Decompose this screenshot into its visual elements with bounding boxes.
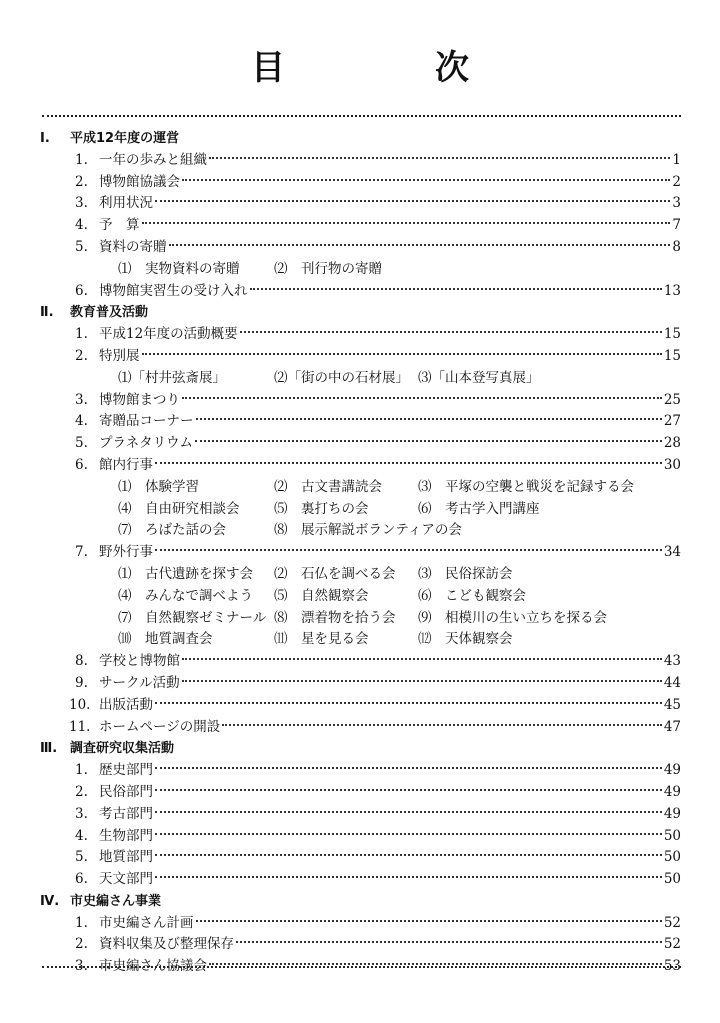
section-title: 教育普及活動 bbox=[70, 305, 149, 321]
dot-leader bbox=[155, 549, 662, 551]
entry-number: 1. bbox=[75, 914, 88, 931]
entry-number: 8. bbox=[75, 653, 88, 670]
sub-entry[interactable]: ⑴ 古代遺跡を探す会 bbox=[118, 565, 253, 582]
toc-entry[interactable] bbox=[0, 826, 720, 848]
toc-entry[interactable] bbox=[0, 215, 720, 237]
toc-entry[interactable] bbox=[0, 760, 720, 782]
dot-leader bbox=[182, 179, 670, 181]
toc-entry-content bbox=[75, 150, 681, 172]
dot-leader bbox=[155, 833, 662, 835]
entry-title: 利用状況 bbox=[99, 195, 153, 212]
dot-leader bbox=[182, 658, 662, 660]
toc-entry-content bbox=[75, 237, 681, 259]
sub-entry[interactable]: ⑼ 相模川の生い立ちを探る会 bbox=[418, 609, 607, 626]
page-number: 53 bbox=[663, 958, 681, 975]
toc-entry[interactable] bbox=[0, 281, 720, 303]
toc-entry-content bbox=[75, 782, 681, 804]
toc-entry-content bbox=[75, 346, 681, 368]
toc-entry[interactable] bbox=[0, 237, 720, 259]
entry-number: 3. bbox=[75, 391, 88, 408]
dot-leader bbox=[155, 702, 662, 704]
toc-entry[interactable] bbox=[0, 346, 720, 368]
entry-title: 地質部門 bbox=[99, 849, 153, 866]
page-number: 13 bbox=[663, 282, 681, 299]
sub-entry[interactable]: ⑻ 展示解説ボランティアの会 bbox=[274, 522, 462, 539]
entry-title: プラネタリウム bbox=[99, 435, 193, 452]
toc-entry-content bbox=[75, 281, 681, 303]
entry-number: 9. bbox=[75, 674, 88, 691]
entry-number: 5. bbox=[75, 849, 88, 866]
page-number: 34 bbox=[663, 544, 681, 561]
toc-entry[interactable] bbox=[0, 411, 720, 433]
toc-entry-content bbox=[75, 455, 681, 477]
sub-entry[interactable]: ⑽ 地質調査会 bbox=[118, 631, 213, 648]
dot-leader bbox=[155, 462, 662, 464]
section-number: Ⅰ. bbox=[40, 131, 50, 146]
toc-entry-content bbox=[69, 717, 681, 739]
section-number: Ⅱ. bbox=[40, 305, 54, 321]
page-number: 49 bbox=[663, 805, 681, 822]
entry-number: 7. bbox=[75, 544, 88, 561]
sub-entry[interactable]: ⑸ 自然観察会 bbox=[274, 587, 369, 604]
dot-leader bbox=[155, 200, 670, 202]
page-number: 25 bbox=[663, 391, 681, 408]
dot-leader bbox=[236, 941, 662, 943]
sub-entry[interactable]: ⑹ こども観察会 bbox=[418, 587, 526, 604]
page-number: 49 bbox=[663, 762, 681, 779]
sub-entry-row bbox=[0, 520, 720, 542]
page-number: 52 bbox=[663, 936, 681, 953]
entry-number: 6. bbox=[75, 282, 88, 299]
dot-leader bbox=[182, 397, 662, 399]
entry-title: 予 算 bbox=[99, 217, 140, 234]
section-title: 調査研究収集活動 bbox=[70, 741, 175, 757]
page-number: 50 bbox=[663, 849, 681, 866]
page-number: 15 bbox=[663, 347, 681, 364]
toc-entry-content bbox=[75, 411, 681, 433]
section-heading bbox=[40, 891, 161, 913]
toc-entry[interactable] bbox=[0, 804, 720, 826]
entry-number: 11. bbox=[69, 718, 91, 735]
toc-entry[interactable] bbox=[0, 651, 720, 673]
dot-leader bbox=[142, 222, 671, 224]
dot-leader bbox=[182, 680, 662, 682]
toc-entry[interactable] bbox=[0, 324, 720, 346]
toc-entry[interactable] bbox=[0, 542, 720, 564]
section-heading bbox=[40, 302, 148, 324]
toc-entry[interactable] bbox=[0, 782, 720, 804]
dot-leader bbox=[195, 440, 662, 442]
entry-number: 2. bbox=[75, 783, 88, 800]
sub-entry[interactable]: ⑷ 自由研究相談会 bbox=[118, 500, 240, 517]
toc-entry[interactable] bbox=[0, 934, 720, 956]
toc-entry-content bbox=[75, 826, 681, 848]
page-number: 7 bbox=[672, 217, 681, 234]
sub-entry[interactable]: ⑵ 石仏を調べる会 bbox=[274, 565, 396, 582]
toc-entry[interactable] bbox=[0, 717, 720, 739]
sub-entry[interactable]: ⑿ 天体観察会 bbox=[418, 631, 513, 648]
toc-entry[interactable] bbox=[0, 869, 720, 891]
entry-title: 博物館実習生の受け入れ bbox=[99, 282, 248, 299]
entry-number: 1. bbox=[75, 762, 88, 779]
dot-leader bbox=[155, 811, 662, 813]
sub-entry-row bbox=[0, 499, 720, 521]
entry-title: 生物部門 bbox=[99, 827, 153, 844]
dot-leader bbox=[222, 724, 662, 726]
page-number: 28 bbox=[663, 435, 681, 452]
entry-title: 博物館協議会 bbox=[99, 173, 180, 190]
entry-title: 一年の歩みと組織 bbox=[99, 151, 207, 168]
entry-number: 4. bbox=[75, 217, 88, 234]
entry-number: 5. bbox=[75, 435, 88, 452]
entry-number: 3. bbox=[75, 805, 88, 822]
entry-number: 6. bbox=[75, 871, 88, 888]
entry-number: 3. bbox=[75, 195, 88, 212]
toc-entry-content bbox=[75, 760, 681, 782]
sub-entry-row bbox=[0, 629, 720, 651]
toc-entry[interactable] bbox=[0, 673, 720, 695]
page-number: 50 bbox=[663, 871, 681, 888]
toc-entry[interactable] bbox=[0, 193, 720, 215]
entry-title: 資料収集及び整理保存 bbox=[99, 936, 234, 953]
dot-leader bbox=[169, 244, 671, 246]
entry-title: 学校と博物館 bbox=[99, 653, 180, 670]
section-heading bbox=[40, 738, 174, 760]
toc-entry-content bbox=[75, 172, 681, 194]
sub-entry[interactable]: ⑴ 実物資料の寄贈 bbox=[118, 260, 240, 277]
entry-number: 2. bbox=[75, 936, 88, 953]
sub-entry[interactable]: ⑾ 星を見る会 bbox=[274, 631, 369, 648]
toc-entry[interactable] bbox=[0, 913, 720, 935]
entry-title: 平成12年度の活動概要 bbox=[99, 326, 238, 343]
toc-entry-content bbox=[75, 847, 681, 869]
page-title: 目 次 bbox=[251, 48, 527, 88]
dot-leader bbox=[250, 288, 662, 290]
bottom-divider bbox=[42, 966, 681, 968]
dot-leader bbox=[155, 767, 662, 769]
sub-entry-row bbox=[0, 368, 720, 390]
entry-title: 博物館まつり bbox=[99, 391, 180, 408]
toc-entry-content bbox=[75, 804, 681, 826]
page-number: 1 bbox=[672, 151, 681, 168]
toc-entry-content bbox=[69, 695, 681, 717]
sub-entry[interactable]: ⑵ 刊行物の寄贈 bbox=[274, 260, 382, 277]
page-number: 50 bbox=[663, 827, 681, 844]
entry-title: 市史編さん協議会 bbox=[99, 958, 207, 975]
page-number: 44 bbox=[663, 674, 681, 691]
sub-entry[interactable]: ⑶ 民俗探訪会 bbox=[418, 565, 513, 582]
page-number: 8 bbox=[672, 238, 681, 255]
entry-number: 4. bbox=[75, 827, 88, 844]
sub-entry[interactable]: ⑺ ろばた話の会 bbox=[118, 522, 226, 539]
entry-title: 天文部門 bbox=[99, 871, 153, 888]
sub-entry[interactable]: ⑷ みんなで調べよう bbox=[118, 587, 253, 604]
entry-title: サークル活動 bbox=[99, 674, 180, 691]
page-number: 30 bbox=[663, 456, 681, 473]
page-number: 2 bbox=[672, 173, 681, 190]
page-number: 45 bbox=[663, 696, 681, 713]
entry-number: 2. bbox=[75, 347, 88, 364]
dot-leader bbox=[155, 854, 662, 856]
toc-entry[interactable] bbox=[0, 433, 720, 455]
toc-entry-content bbox=[75, 390, 681, 412]
entry-title: ホームページの開設 bbox=[99, 718, 221, 735]
section-title: 平成12年度の運営 bbox=[70, 131, 180, 146]
section-heading bbox=[40, 128, 179, 150]
sub-entry[interactable]: ⑶ 平塚の空襲と戦災を記録する会 bbox=[418, 478, 634, 495]
toc-entry[interactable] bbox=[0, 695, 720, 717]
dot-leader bbox=[209, 157, 670, 159]
section-heading-row bbox=[0, 738, 720, 760]
entry-number: 6. bbox=[75, 456, 88, 473]
entry-title: 寄贈品コーナー bbox=[99, 413, 194, 430]
dot-leader bbox=[196, 418, 662, 420]
sub-entry[interactable]: ⑻ 漂着物を拾う会 bbox=[274, 609, 396, 626]
toc-entry[interactable] bbox=[0, 150, 720, 172]
sub-entry[interactable]: ⑴「村井弦斎展」 bbox=[118, 369, 226, 386]
dot-leader bbox=[155, 876, 662, 878]
sub-entry[interactable]: ⑸ 裏打ちの会 bbox=[274, 500, 369, 517]
page-number: 43 bbox=[663, 653, 681, 670]
entry-number: 4. bbox=[75, 413, 88, 430]
section-heading-row bbox=[0, 891, 720, 913]
top-divider bbox=[42, 115, 681, 117]
sub-entry[interactable]: ⑵ 古文書講読会 bbox=[274, 478, 382, 495]
toc-entry-content bbox=[75, 651, 681, 673]
table-of-contents bbox=[0, 128, 720, 978]
entry-title: 館内行事 bbox=[99, 456, 153, 473]
page-number: 3 bbox=[672, 195, 681, 212]
dot-leader bbox=[155, 789, 662, 791]
entry-number: 1. bbox=[75, 326, 88, 343]
entry-number: 3. bbox=[75, 958, 88, 975]
toc-entry-content bbox=[75, 673, 681, 695]
sub-entry-row bbox=[0, 586, 720, 608]
entry-title: 出版活動 bbox=[99, 696, 153, 713]
section-heading-row bbox=[0, 128, 720, 150]
page-number: 49 bbox=[663, 783, 681, 800]
sub-entry-row bbox=[0, 564, 720, 586]
sub-entry-row bbox=[0, 477, 720, 499]
entry-number: 10. bbox=[69, 696, 91, 713]
section-number: Ⅳ. bbox=[40, 893, 60, 909]
dot-leader bbox=[196, 920, 662, 922]
toc-entry-content bbox=[75, 869, 681, 891]
entry-number: 5. bbox=[75, 238, 88, 255]
dot-leader bbox=[142, 353, 662, 355]
page-number: 47 bbox=[663, 718, 681, 735]
sub-entry[interactable]: ⑴ 体験学習 bbox=[118, 478, 199, 495]
entry-title: 野外行事 bbox=[99, 544, 153, 561]
toc-entry[interactable] bbox=[0, 455, 720, 477]
sub-entry-row bbox=[0, 608, 720, 630]
entry-number: 2. bbox=[75, 173, 88, 190]
sub-entry[interactable]: ⑵「街の中の石材展」 bbox=[274, 369, 409, 386]
dot-leader bbox=[240, 331, 662, 333]
section-heading-row bbox=[0, 302, 720, 324]
toc-entry-content bbox=[75, 542, 681, 564]
entry-title: 歴史部門 bbox=[99, 762, 153, 779]
toc-entry[interactable] bbox=[0, 390, 720, 412]
sub-entry[interactable]: ⑺ 自然観察ゼミナール bbox=[118, 609, 267, 626]
entry-title: 資料の寄贈 bbox=[99, 238, 167, 255]
page-number: 27 bbox=[663, 413, 681, 430]
sub-entry-row bbox=[0, 259, 720, 281]
entry-number: 1. bbox=[75, 151, 88, 168]
page-number: 15 bbox=[663, 326, 681, 343]
page-number: 52 bbox=[663, 914, 681, 931]
sub-entry[interactable]: ⑶「山本登写真展」 bbox=[418, 369, 540, 386]
toc-entry[interactable] bbox=[0, 847, 720, 869]
sub-entry[interactable]: ⑹ 考古学入門講座 bbox=[418, 500, 540, 517]
toc-entry-content bbox=[75, 913, 681, 935]
toc-entry-content bbox=[75, 433, 681, 455]
dot-leader bbox=[209, 963, 662, 965]
toc-entry-content bbox=[75, 934, 681, 956]
entry-title: 特別展 bbox=[99, 347, 140, 364]
toc-entry[interactable] bbox=[0, 172, 720, 194]
entry-title: 民俗部門 bbox=[99, 783, 153, 800]
section-title: 市史編さん事業 bbox=[70, 893, 162, 909]
entry-title: 考古部門 bbox=[99, 805, 153, 822]
section-number: Ⅲ. bbox=[40, 741, 58, 757]
toc-entry-content bbox=[75, 193, 681, 215]
toc-entry-content bbox=[75, 324, 681, 346]
toc-entry-content bbox=[75, 215, 681, 237]
entry-title: 市史編さん計画 bbox=[99, 914, 194, 931]
